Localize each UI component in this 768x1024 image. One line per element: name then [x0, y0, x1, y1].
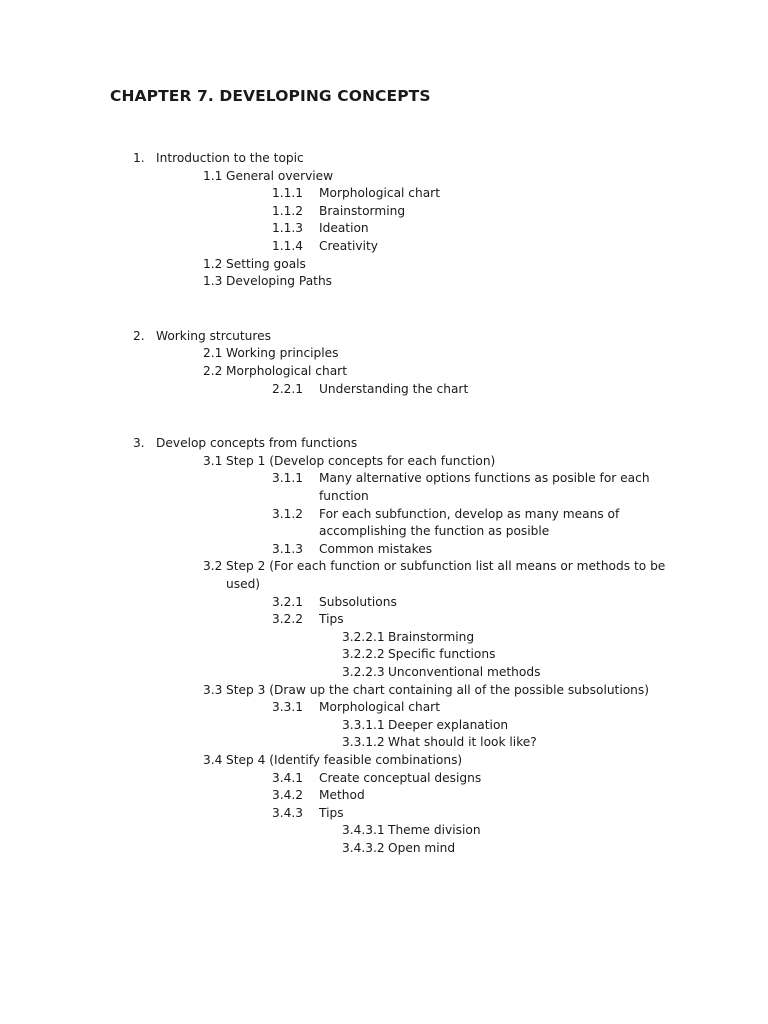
outline-item-number: 3.4.2 — [272, 788, 304, 803]
outline-item-text: Morphological chart — [319, 186, 440, 201]
outline-item-number: 2.1 — [203, 346, 223, 361]
outline-item-number: 3.4.3.2 — [342, 840, 385, 855]
outline-item-number: 3.1.3 — [272, 541, 304, 556]
outline-item-text: Theme division — [388, 823, 481, 838]
outline-item-number: 3.4.3 — [272, 805, 304, 820]
outline-item-number: 1.1.4 — [272, 239, 304, 253]
outline-item-text: Introduction to the topic — [156, 151, 304, 165]
outline-item-text: Understanding the chart — [319, 381, 469, 396]
outline-item-number: 3. — [133, 436, 145, 451]
outline-item-text: Tips — [319, 805, 344, 820]
outline-item-number: 3.1.1 — [272, 471, 304, 486]
outline-item-text: Unconventional methods — [388, 664, 541, 679]
outline-item-text: Step 2 (For each function or subfunction list all means or methods to be — [226, 559, 666, 574]
outline-item-number: 3.2.2.3 — [342, 664, 385, 679]
outline-item-number: 3.4.3.1 — [342, 823, 385, 838]
outline-item-number: 3.2.1 — [272, 594, 304, 609]
outline-item-number: 3.3.1.2 — [342, 735, 385, 750]
outline-item-text: Setting goals — [226, 256, 306, 271]
outline-item-text: Create conceptual designs — [319, 770, 482, 785]
outline-item-text: Step 3 (Draw up the chart containing all of the possible subsolutions) — [226, 682, 649, 697]
outline-item-number: 2.2.1 — [272, 381, 304, 396]
outline-item-number: 3.2.2.2 — [342, 647, 385, 662]
outline-item-number: 3.1 — [203, 453, 223, 468]
outline-item-text-continued: function — [319, 488, 369, 503]
outline-item-text: Tips — [319, 612, 344, 627]
outline-item-number: 3.2 — [203, 559, 223, 574]
outline-item-text: Step 4 (Identify feasible combinations) — [226, 752, 463, 767]
outline-item-number: 3.3 — [203, 682, 223, 697]
outline-item-number: 3.2.2.1 — [342, 629, 385, 644]
outline-item-number: 3.2.2 — [272, 612, 304, 627]
outline-item-number: 1.1.3 — [272, 221, 304, 236]
outline-item-text: Morphological chart — [226, 363, 347, 378]
outline-item-text: Working principles — [226, 346, 339, 361]
outline-item-text: Working strcutures — [156, 328, 271, 343]
outline-item-text: Many alternative options functions as posible for each — [319, 471, 650, 486]
outline-item-text-continued: used) — [226, 576, 261, 591]
outline-item-text: Developing Paths — [226, 274, 333, 289]
outline-item-text: Deeper explanation — [388, 717, 509, 732]
outline-item-number: 3.4 — [203, 752, 223, 767]
outline-item-text: Morphological chart — [319, 700, 440, 715]
outline-item-text: For each subfunction, develop as many means of — [319, 506, 620, 521]
outline-item-number: 2.2 — [203, 363, 223, 378]
outline-item-number: 1.3 — [203, 274, 223, 289]
outline-item-text: Creativity — [319, 239, 378, 253]
outline-item-number: 2. — [133, 328, 145, 343]
outline-item-text: What should it look like? — [388, 735, 537, 750]
outline-item-text: Subsolutions — [319, 594, 397, 609]
outline-item-number: 1. — [133, 151, 145, 165]
outline-item-number: 3.4.1 — [272, 770, 304, 785]
outline-item-text: General overview — [226, 168, 334, 183]
outline-item-number: 1.1.2 — [272, 203, 304, 218]
outline-item-number: 1.1 — [203, 168, 223, 183]
outline-item-text-continued: accomplishing the function as posible — [319, 524, 550, 539]
chapter-title: CHAPTER 7. DEVELOPING CONCEPTS — [110, 87, 431, 105]
outline-item-text: Develop concepts from functions — [156, 436, 358, 451]
outline-item-number: 1.1.1 — [272, 186, 304, 201]
outline-item-text: Ideation — [319, 221, 369, 236]
outline-item-text: Common mistakes — [319, 541, 433, 556]
outline-item-text: Specific functions — [388, 647, 496, 662]
outline-item-text: Brainstorming — [319, 203, 406, 218]
outline-item-number: 1.2 — [203, 256, 223, 271]
outline-item-text: Step 1 (Develop concepts for each function) — [226, 453, 496, 468]
outline-item-text: Open mind — [388, 840, 456, 855]
outline-item-text: Brainstorming — [388, 629, 475, 644]
outline-item-number: 3.1.2 — [272, 506, 304, 521]
outline-item-number: 3.3.1.1 — [342, 717, 385, 732]
outline-item-text: Method — [319, 788, 365, 803]
outline-item-number: 3.3.1 — [272, 700, 304, 715]
